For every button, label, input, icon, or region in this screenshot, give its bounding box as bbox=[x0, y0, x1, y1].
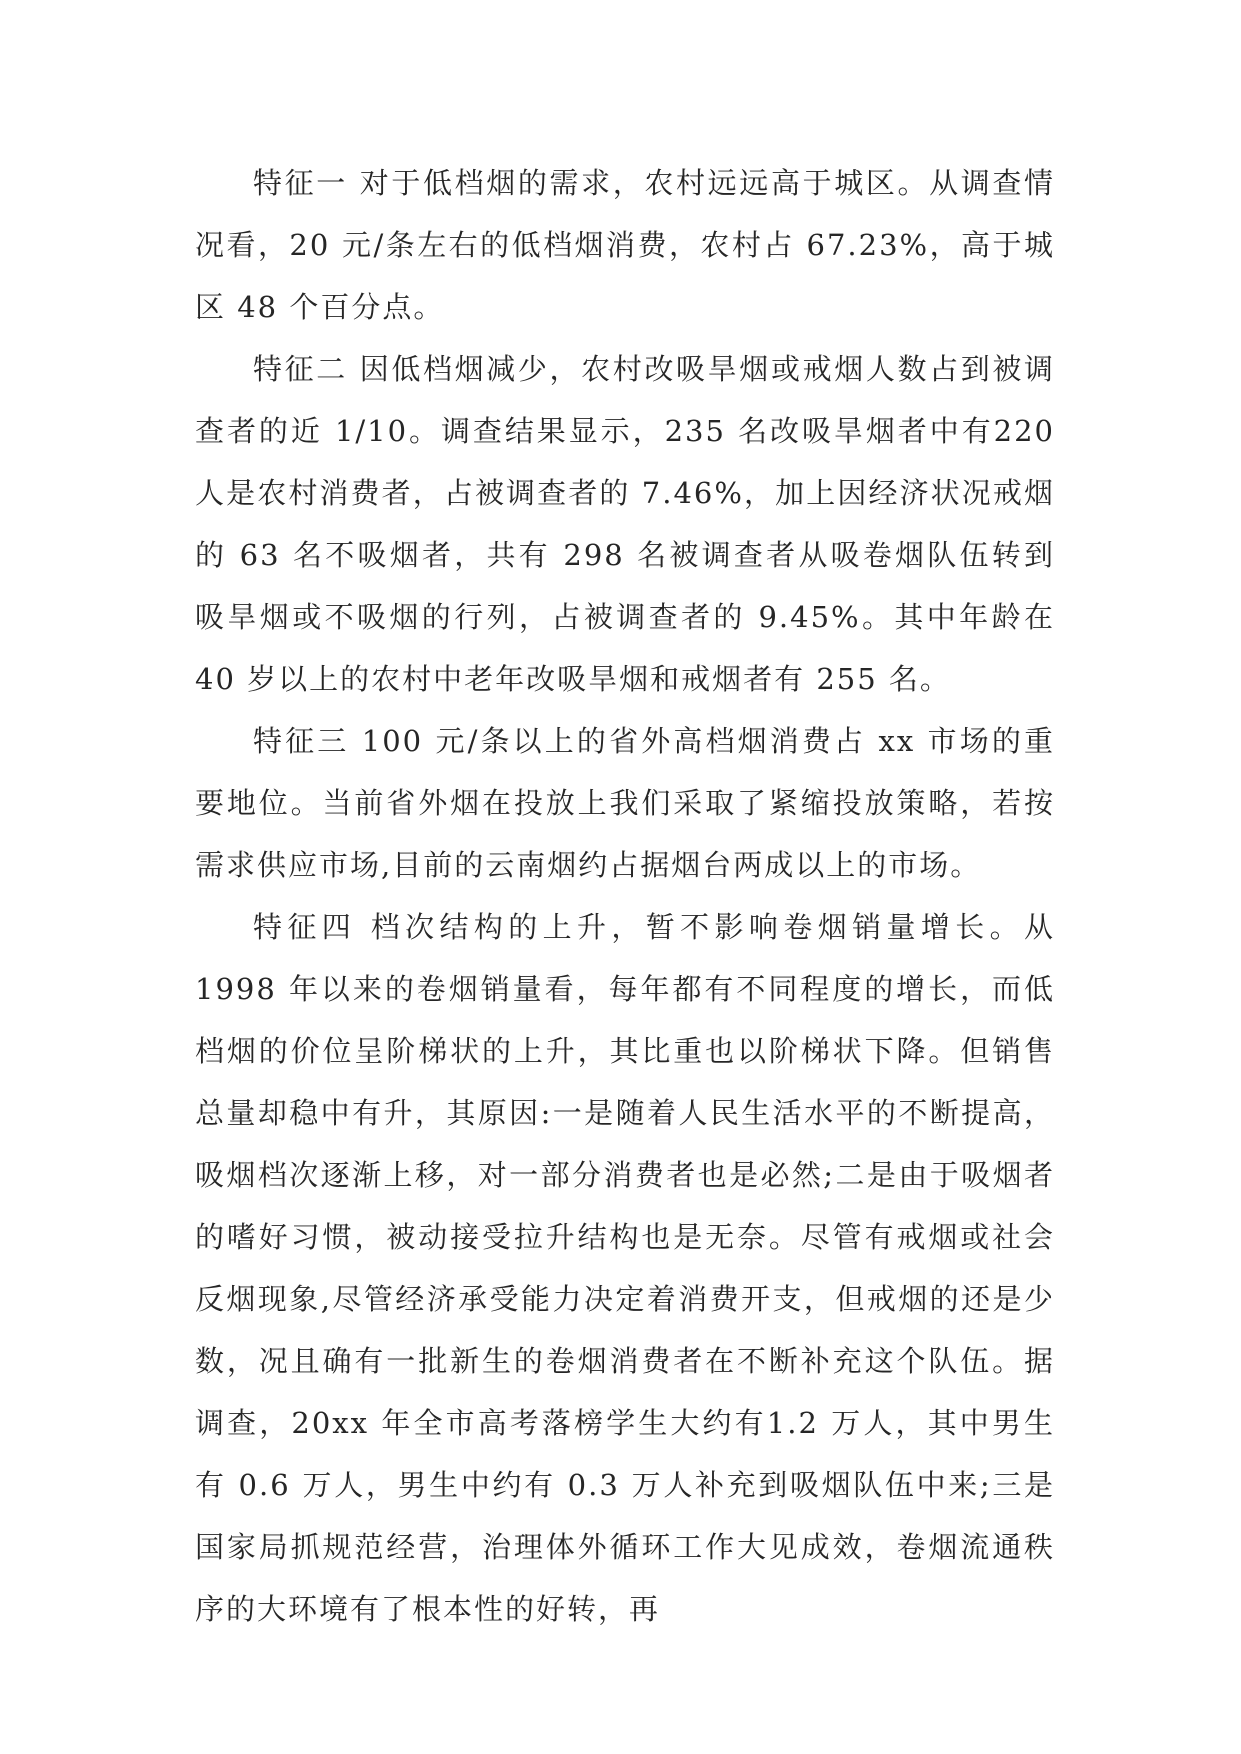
paragraph-feature-2: 特征二 因低档烟减少，农村改吸旱烟或戒烟人数占到被调查者的近 1/10。调查结果显示，235 名改吸旱烟者中有220 人是农村消费者，占被调查者的 7.46%，加上因经济状况戒烟的 63 名不吸烟者，共有 298 名被调查者从吸卷烟队伍转到吸旱烟或不吸烟的行列，占被调查者的 9.45%。其中年龄在 40 岁以上的农村中老年改吸旱烟和戒烟者有 255 名。 bbox=[195, 352, 1055, 696]
paragraph-feature-3: 特征三 100 元/条以上的省外高档烟消费占 xx 市场的重要地位。当前省外烟在投放上我们采取了紧缩投放策略，若按需求供应市场,目前的云南烟约占据烟台两成以上的市场。 bbox=[195, 724, 1055, 882]
paragraph-feature-4: 特征四 档次结构的上升，暂不影响卷烟销量增长。从1998 年以来的卷烟销量看，每年都有不同程度的增长，而低档烟的价位呈阶梯状的上升，其比重也以阶梯状下降。但销售总量却稳中有升，其原因:一是随着人民生活水平的不断提高，吸烟档次逐渐上移，对一部分消费者也是必然;二是由于吸烟者的嗜好习惯，被动接受拉升结构也是无奈。尽管有戒烟或社会反烟现象,尽管经济承受能力决定着消费开支，但戒烟的还是少数，况且确有一批新生的卷烟消费者在不断补充这个队伍。据调查，20xx 年全市高考落榜学生大约有1.2 万人，其中男生有 0.6 万人，男生中约有 0.3 万人补充到吸烟队伍中来;三是国家局抓规范经营，治理体外循环工作大见成效，卷烟流通秩序的大环境有了根本性的好转，再 bbox=[195, 910, 1055, 1626]
paragraph-feature-1: 特征一 对于低档烟的需求，农村远远高于城区。从调查情况看，20 元/条左右的低档烟消费，农村占 67.23%，高于城区 48 个百分点。 bbox=[195, 166, 1055, 324]
document-page bbox=[195, 152, 1055, 1640]
